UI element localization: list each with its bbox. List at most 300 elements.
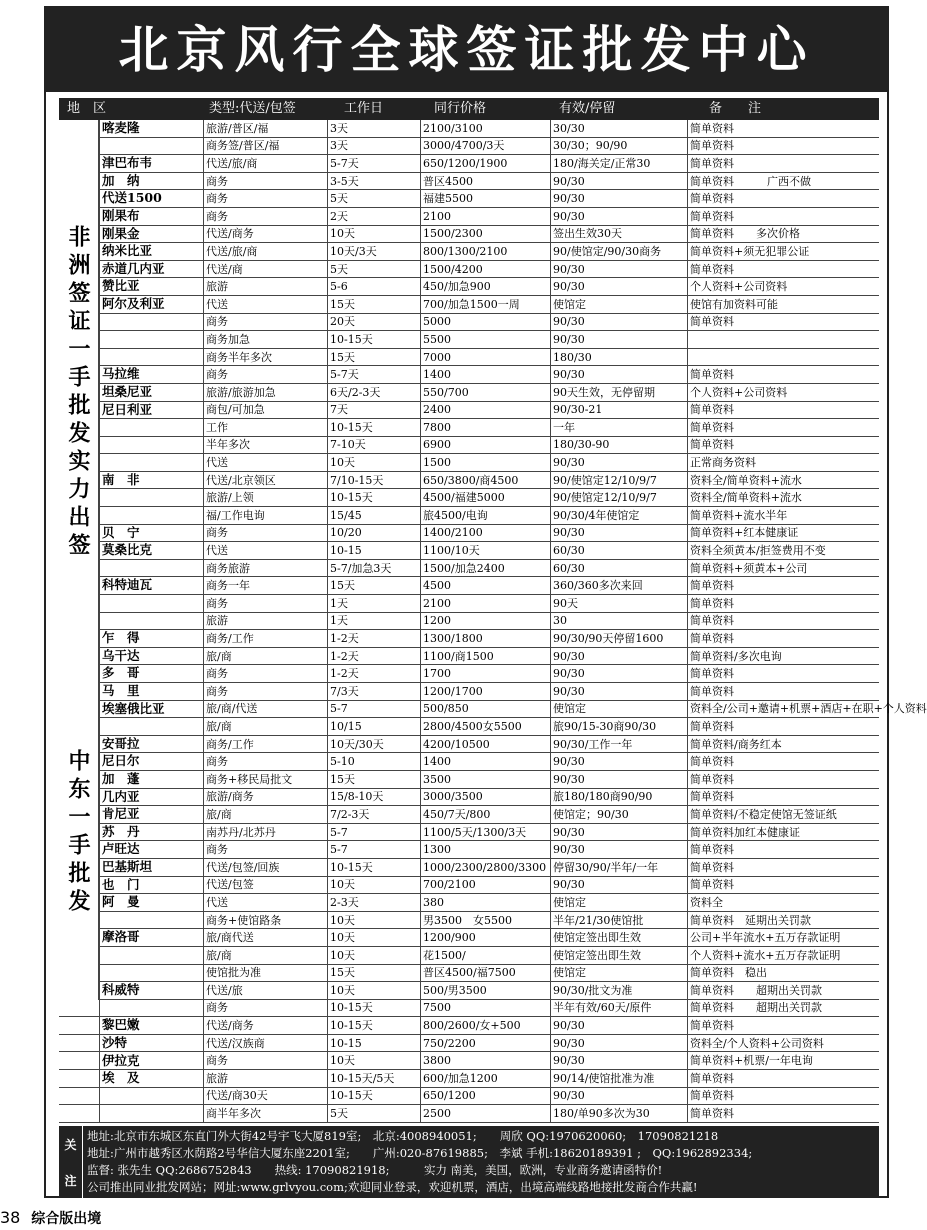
validity-cell: 90/30 <box>553 825 585 839</box>
price-cell: 7000 <box>423 350 451 364</box>
type-cell: 旅游 <box>206 1071 228 1085</box>
region-label-text: 中东一手批发 <box>65 748 91 917</box>
price-cell: 1100/5天/1300/3天 <box>423 825 527 839</box>
country-cell: 安哥拉 <box>102 735 140 751</box>
price-cell: 650/1200 <box>423 1089 476 1103</box>
note-cell: 简单资料 延期出关罚款 <box>690 913 811 927</box>
validity-cell: 90/30/4年使馆定 <box>553 508 640 522</box>
note-cell: 简单资料+流水半年 <box>690 508 788 522</box>
validity-cell: 90/30 <box>553 192 585 206</box>
page-number: 38 <box>0 1208 21 1227</box>
table-row <box>59 965 879 983</box>
note-cell: 公司+半年流水+五万存款证明 <box>690 931 841 945</box>
country-cell <box>99 437 203 454</box>
country-cell: 南 非 <box>102 471 140 487</box>
note-cell: 简单资料 <box>690 139 734 153</box>
table-row <box>59 190 879 208</box>
price-cell: 5000 <box>423 315 451 329</box>
country-cell: 赤道几内亚 <box>102 260 165 276</box>
table-row <box>59 683 879 701</box>
type-cell: 商务 <box>206 843 228 857</box>
type-cell: 商务 <box>206 368 228 382</box>
note-cell: 简单资料 <box>690 755 734 769</box>
type-cell: 旅游 <box>206 614 228 628</box>
country-cell <box>99 507 203 524</box>
type-cell: 代送/商 <box>206 262 243 276</box>
days-cell: 15天 <box>330 772 355 786</box>
note-cell: 简单资料 超期出关罚款 <box>690 1001 822 1015</box>
type-cell: 半年多次 <box>206 438 250 452</box>
contact-line-guangzhou: 地址:广州市越秀区水荫路2号华信大厦东座2201室; 广州:020-87619885; 李斌 手机:18620189391 ; QQ:1962892334; <box>87 1146 753 1160</box>
validity-cell: 30/30 <box>553 121 585 135</box>
price-cell: 450/7天/800 <box>423 807 491 821</box>
days-cell: 3-5天 <box>330 174 359 188</box>
country-cell: 加 蓬 <box>102 771 140 787</box>
validity-cell: 90天生效，无停留期 <box>553 385 655 399</box>
note-cell: 资料全/个人资料+公司资料 <box>690 1036 824 1050</box>
validity-cell: 30/30；90/90 <box>553 139 628 153</box>
contact-box <box>59 1126 879 1198</box>
table-row <box>59 630 879 648</box>
type-cell: 福/工作电询 <box>206 508 265 522</box>
note-cell <box>687 331 879 348</box>
table-row <box>59 718 879 736</box>
region-label <box>59 665 99 999</box>
price-cell: 1200 <box>423 614 451 628</box>
type-cell: 商务半年多次 <box>206 350 272 364</box>
note-cell: 简单资料 <box>690 614 734 628</box>
note-cell: 简单资料 <box>690 315 734 329</box>
type-cell: 旅/商 <box>206 719 232 733</box>
days-cell: 10天/30天 <box>330 737 384 751</box>
days-cell: 7天 <box>330 403 348 417</box>
note-cell: 简单资料 <box>690 403 734 417</box>
country-cell: 沙特 <box>102 1034 128 1050</box>
type-cell: 商务 <box>206 209 228 223</box>
type-cell: 旅游/普区/福 <box>206 121 269 135</box>
note-cell: 简单资料/多次电询 <box>690 649 782 663</box>
table-row <box>59 138 879 156</box>
validity-cell: 90/30 <box>553 332 585 346</box>
note-cell: 个人资料+公司资料 <box>690 280 788 294</box>
days-cell: 10-15天 <box>330 332 373 346</box>
days-cell: 5天 <box>330 1107 348 1121</box>
table-row <box>59 929 879 947</box>
days-cell: 2天 <box>330 209 348 223</box>
country-cell: 乌干达 <box>102 647 140 663</box>
type-cell: 旅游 <box>206 280 228 294</box>
type-cell: 商务 <box>206 315 228 329</box>
days-cell: 10-15天 <box>330 1001 373 1015</box>
price-cell: 1700 <box>423 667 451 681</box>
days-cell: 10天 <box>330 1054 355 1068</box>
validity-cell: 60/30 <box>553 561 585 575</box>
type-cell: 代送 <box>206 895 228 909</box>
validity-cell: 90/30/90天停留1600 <box>553 632 664 646</box>
days-cell: 15/45 <box>330 508 362 522</box>
country-cell: 坦桑尼亚 <box>102 383 153 399</box>
country-cell: 多 哥 <box>102 665 140 681</box>
visa-table <box>59 120 927 1123</box>
country-cell <box>99 314 203 331</box>
type-cell: 旅游/旅游加急 <box>206 385 276 399</box>
price-cell: 2100 <box>423 209 451 223</box>
validity-cell: 停留30/90/半年/一年 <box>553 860 659 874</box>
type-cell: 旅/商代送 <box>206 931 254 945</box>
column-divider <box>327 120 328 1123</box>
validity-cell: 使馆定签出即生效 <box>553 948 641 962</box>
validity-cell: 90/30-21 <box>553 403 603 417</box>
price-cell: 1100/商1500 <box>423 649 494 663</box>
price-cell: 3500 <box>423 772 451 786</box>
validity-cell: 90/30 <box>553 878 585 892</box>
note-cell: 资料全须黄本/拒签费用不变 <box>690 544 826 558</box>
country-cell: 刚果金 <box>102 225 140 241</box>
days-cell: 5-10 <box>330 755 355 769</box>
table-row <box>59 226 879 244</box>
days-cell: 5天 <box>330 262 348 276</box>
price-cell: 花1500/ <box>423 948 466 962</box>
price-cell: 500/850 <box>423 702 469 716</box>
type-cell: 工作 <box>206 420 228 434</box>
days-cell: 5-7 <box>330 843 348 857</box>
validity-cell: 90/30 <box>553 526 585 540</box>
contact-label <box>59 1126 83 1198</box>
price-cell: 600/加急1200 <box>423 1071 498 1085</box>
validity-cell: 90/30 <box>553 684 585 698</box>
price-cell: 2100/3100 <box>423 121 483 135</box>
region-label-text: 非洲签证一手批发实力出签 <box>65 224 91 561</box>
days-cell: 10天/3天 <box>330 244 377 258</box>
days-cell: 1-2天 <box>330 649 359 663</box>
country-cell <box>99 560 203 577</box>
days-cell: 10天 <box>330 456 355 470</box>
table-row <box>59 912 879 930</box>
price-cell: 2500 <box>423 1107 451 1121</box>
type-cell: 代送/包签 <box>206 878 254 892</box>
validity-cell: 90/30 <box>553 667 585 681</box>
type-cell: 使馆批为准 <box>206 966 261 980</box>
days-cell: 15天 <box>330 966 355 980</box>
type-cell: 代送/汉族商 <box>206 1036 265 1050</box>
table-row <box>59 771 879 789</box>
type-cell: 商包/可加急 <box>206 403 265 417</box>
price-cell: 普区4500 <box>423 174 473 188</box>
table-row <box>59 789 879 807</box>
price-cell: 800/2600/女+500 <box>423 1019 521 1033</box>
note-cell: 简单资料+须黄本+公司 <box>690 561 808 575</box>
country-cell: 卢旺达 <box>102 841 140 857</box>
type-cell: 商务 <box>206 596 228 610</box>
price-sheet <box>44 6 927 1198</box>
country-cell: 马 里 <box>102 683 140 699</box>
type-cell: 商务旅游 <box>206 561 250 575</box>
note-cell: 简单资料+机票/一年电询 <box>690 1054 813 1068</box>
column-divider <box>420 120 421 1123</box>
note-cell: 简单资料 <box>690 632 734 646</box>
type-cell: 商务 <box>206 192 228 206</box>
price-cell: 1200/1700 <box>423 684 483 698</box>
type-cell: 旅游/商务 <box>206 790 254 804</box>
validity-cell: 180/海关定/正常30 <box>553 156 651 170</box>
country-cell: 赞比亚 <box>102 278 140 294</box>
price-cell: 380 <box>423 895 444 909</box>
country-cell <box>99 718 203 735</box>
days-cell: 5-7天 <box>330 156 359 170</box>
validity-cell: 90/30 <box>553 1054 585 1068</box>
days-cell: 1天 <box>330 614 348 628</box>
validity-cell: 90/30 <box>553 649 585 663</box>
days-cell: 10-15天 <box>330 860 373 874</box>
table-row <box>59 507 879 525</box>
price-cell: 旅4500/电询 <box>423 508 488 522</box>
table-row <box>59 366 879 384</box>
table-row <box>59 454 879 472</box>
country-cell <box>99 595 203 612</box>
days-cell: 10-15天/5天 <box>330 1071 395 1085</box>
table-row <box>59 947 879 965</box>
validity-cell: 旅90/15-30商90/30 <box>553 719 657 733</box>
header-region: 地 区 <box>67 101 107 116</box>
validity-cell: 90/30 <box>553 772 585 786</box>
country-cell: 贝 宁 <box>102 524 140 540</box>
type-cell: 旅/商/代送 <box>206 702 258 716</box>
note-cell: 简单资料 稳出 <box>690 966 767 980</box>
price-cell: 1500/加急2400 <box>423 561 505 575</box>
country-cell: 埃 及 <box>102 1070 140 1086</box>
table-row <box>59 173 879 191</box>
table-header <box>59 98 879 120</box>
note-cell: 个人资料+流水+五万存款证明 <box>690 948 841 962</box>
price-cell: 1100/10天 <box>423 544 480 558</box>
table-row <box>59 296 879 314</box>
column-divider <box>99 120 100 1123</box>
type-cell: 代送/旅/商 <box>206 244 258 258</box>
note-cell: 简单资料 <box>690 1107 734 1121</box>
note-cell: 简单资料 <box>690 596 734 610</box>
country-cell: 喀麦隆 <box>102 120 140 136</box>
country-cell <box>99 349 203 366</box>
validity-cell: 旅180/180商90/90 <box>553 790 653 804</box>
validity-cell: 90/30 <box>553 262 585 276</box>
days-cell: 10-15天 <box>330 420 373 434</box>
table-row <box>59 349 879 367</box>
price-cell: 750/2200 <box>423 1036 476 1050</box>
validity-cell: 90/30/批文为准 <box>553 983 633 997</box>
validity-cell: 360/360多次来回 <box>553 579 643 593</box>
note-cell: 简单资料/不稳定使馆无签证纸 <box>690 807 837 821</box>
table-row <box>59 806 879 824</box>
days-cell: 7/3天 <box>330 684 359 698</box>
table-row <box>59 1105 879 1123</box>
country-cell <box>99 1088 203 1105</box>
days-cell: 6天/2-3天 <box>330 385 381 399</box>
column-divider <box>550 120 551 1123</box>
note-cell: 简单资料 <box>690 209 734 223</box>
type-cell: 代送 <box>206 544 228 558</box>
price-cell: 650/1200/1900 <box>423 156 508 170</box>
table-row <box>59 1052 879 1070</box>
days-cell: 10-15 <box>330 544 362 558</box>
type-cell: 商务 <box>206 174 228 188</box>
note-cell: 简单资料 <box>690 1089 734 1103</box>
days-cell: 7-10天 <box>330 438 366 452</box>
price-cell: 1500 <box>423 456 451 470</box>
days-cell: 5-6 <box>330 280 348 294</box>
type-cell: 商务+使馆路条 <box>206 913 282 927</box>
note-cell: 简单资料 <box>690 579 734 593</box>
type-cell: 商务/工作 <box>206 737 254 751</box>
type-cell: 商务 <box>206 667 228 681</box>
country-cell: 阿 曼 <box>102 894 140 910</box>
country-cell: 巴基斯坦 <box>102 858 153 874</box>
validity-cell: 90/30 <box>553 368 585 382</box>
note-cell: 简单资料+须无犯罪公证 <box>690 244 810 258</box>
validity-cell: 30 <box>553 614 567 628</box>
table-row <box>59 877 879 895</box>
header-valid: 有效/停留 <box>559 101 616 116</box>
country-cell: 代送1500 <box>102 190 162 206</box>
validity-cell: 使馆定 <box>553 966 586 980</box>
price-cell: 5500 <box>423 332 451 346</box>
days-cell: 10/20 <box>330 526 362 540</box>
type-cell: 代送 <box>206 297 228 311</box>
note-cell: 简单资料 <box>690 262 734 276</box>
days-cell: 10-15 <box>330 1036 362 1050</box>
country-cell: 加 纳 <box>102 172 140 188</box>
country-cell <box>99 331 203 348</box>
country-cell <box>99 965 203 982</box>
country-cell: 黎巴嫩 <box>102 1017 140 1033</box>
price-cell: 4200/10500 <box>423 737 490 751</box>
type-cell: 商务签/普区/福 <box>206 139 280 153</box>
validity-cell: 使馆定 <box>553 702 586 716</box>
type-cell: 商务 <box>206 684 228 698</box>
days-cell: 1-2天 <box>330 667 359 681</box>
country-cell: 几内亚 <box>102 788 140 804</box>
country-cell: 科威特 <box>102 982 140 998</box>
header-days: 工作日 <box>344 101 384 116</box>
type-cell: 代送/旅 <box>206 983 243 997</box>
type-cell: 代送/包签/回族 <box>206 860 280 874</box>
validity-cell: 180/30 <box>553 350 592 364</box>
days-cell: 10-15天 <box>330 1019 373 1033</box>
days-cell: 5-7 <box>330 825 348 839</box>
days-cell: 10-15天 <box>330 491 373 505</box>
price-cell: 700/2100 <box>423 878 476 892</box>
table-row <box>59 577 879 595</box>
type-cell: 旅/商 <box>206 807 232 821</box>
validity-cell: 使馆定 <box>553 895 586 909</box>
price-cell: 1000/2300/2800/3300 <box>423 860 547 874</box>
validity-cell: 90/14/使馆批准为准 <box>553 1071 655 1085</box>
table-row <box>59 841 879 859</box>
note-cell <box>687 349 879 366</box>
table-row <box>59 243 879 261</box>
validity-cell: 使馆定签出即生效 <box>553 931 641 945</box>
table-row <box>59 648 879 666</box>
validity-cell: 90/30 <box>553 1036 585 1050</box>
price-cell: 1300 <box>423 843 451 857</box>
price-cell: 3800 <box>423 1054 451 1068</box>
table-row <box>59 489 879 507</box>
table-row <box>59 982 879 1000</box>
validity-cell: 一年 <box>553 420 575 434</box>
price-cell: 2100 <box>423 596 451 610</box>
type-cell: 代送 <box>206 456 228 470</box>
days-cell: 10天 <box>330 878 355 892</box>
page-footer <box>0 1208 101 1228</box>
price-cell: 1500/2300 <box>423 227 483 241</box>
country-cell: 埃塞俄比亚 <box>102 700 165 716</box>
note-cell: 简单资料 <box>690 121 734 135</box>
days-cell: 20天 <box>330 315 355 329</box>
country-cell: 肯尼亚 <box>102 806 140 822</box>
contact-line-website: 公司推出同业批发网站；网址:www.grlvyou.com;欢迎同业登录，欢迎机票，酒店，出境高端线路地接批发商合作共赢! <box>87 1180 698 1194</box>
note-cell: 简单资料 <box>690 438 734 452</box>
table-row <box>59 560 879 578</box>
price-cell: 2800/4500女5500 <box>423 719 522 733</box>
country-cell: 纳米比亚 <box>102 243 153 259</box>
validity-cell: 半年/21/30使馆批 <box>553 913 644 927</box>
note-cell: 简单资料 广西不做 <box>690 174 811 188</box>
table-row <box>59 1035 879 1053</box>
country-cell: 马拉维 <box>102 366 140 382</box>
table-row <box>59 736 879 754</box>
header-type: 类型:代送/包签 <box>209 101 296 116</box>
country-cell <box>99 489 203 506</box>
country-cell: 刚果布 <box>102 208 140 224</box>
type-cell: 代送/商30天 <box>206 1089 268 1103</box>
country-cell: 乍 得 <box>102 630 140 646</box>
table-row <box>59 595 879 613</box>
note-cell: 简单资料 <box>690 719 734 733</box>
section-name: 综合版出境 <box>31 1211 102 1227</box>
note-cell: 简单资料+红本健康证 <box>690 526 799 540</box>
price-cell: 450/加急900 <box>423 280 491 294</box>
type-cell: 商务 <box>206 755 228 769</box>
region-label <box>59 120 99 665</box>
price-cell: 4500/福建5000 <box>423 491 505 505</box>
table-row <box>59 120 879 138</box>
days-cell: 5天 <box>330 192 348 206</box>
validity-cell: 90/使馆定/90/30商务 <box>553 244 662 258</box>
table-row <box>59 542 879 560</box>
price-cell: 1400 <box>423 368 451 382</box>
contact-label-bottom: 注 <box>64 1173 77 1188</box>
country-cell: 摩洛哥 <box>102 929 140 945</box>
note-cell: 简单资料 <box>690 368 734 382</box>
validity-cell: 90/30 <box>553 755 585 769</box>
country-cell <box>99 454 203 471</box>
table-row <box>59 402 879 420</box>
price-cell: 1400/2100 <box>423 526 483 540</box>
days-cell: 10天 <box>330 931 355 945</box>
type-cell: 商务 <box>206 1001 228 1015</box>
table-row <box>59 419 879 437</box>
price-cell: 普区4500/福7500 <box>423 966 516 980</box>
note-cell: 简单资料 多次价格 <box>690 227 800 241</box>
table-row <box>59 859 879 877</box>
note-cell: 使馆有加资料可能 <box>690 297 778 311</box>
days-cell: 15天 <box>330 579 355 593</box>
note-cell: 个人资料+公司资料 <box>690 385 788 399</box>
country-cell <box>99 912 203 929</box>
note-cell: 简单资料 <box>690 420 734 434</box>
price-cell: 550/700 <box>423 385 469 399</box>
note-cell: 资料全/简单资料+流水 <box>690 491 802 505</box>
note-cell: 简单资料/商务红本 <box>690 737 782 751</box>
